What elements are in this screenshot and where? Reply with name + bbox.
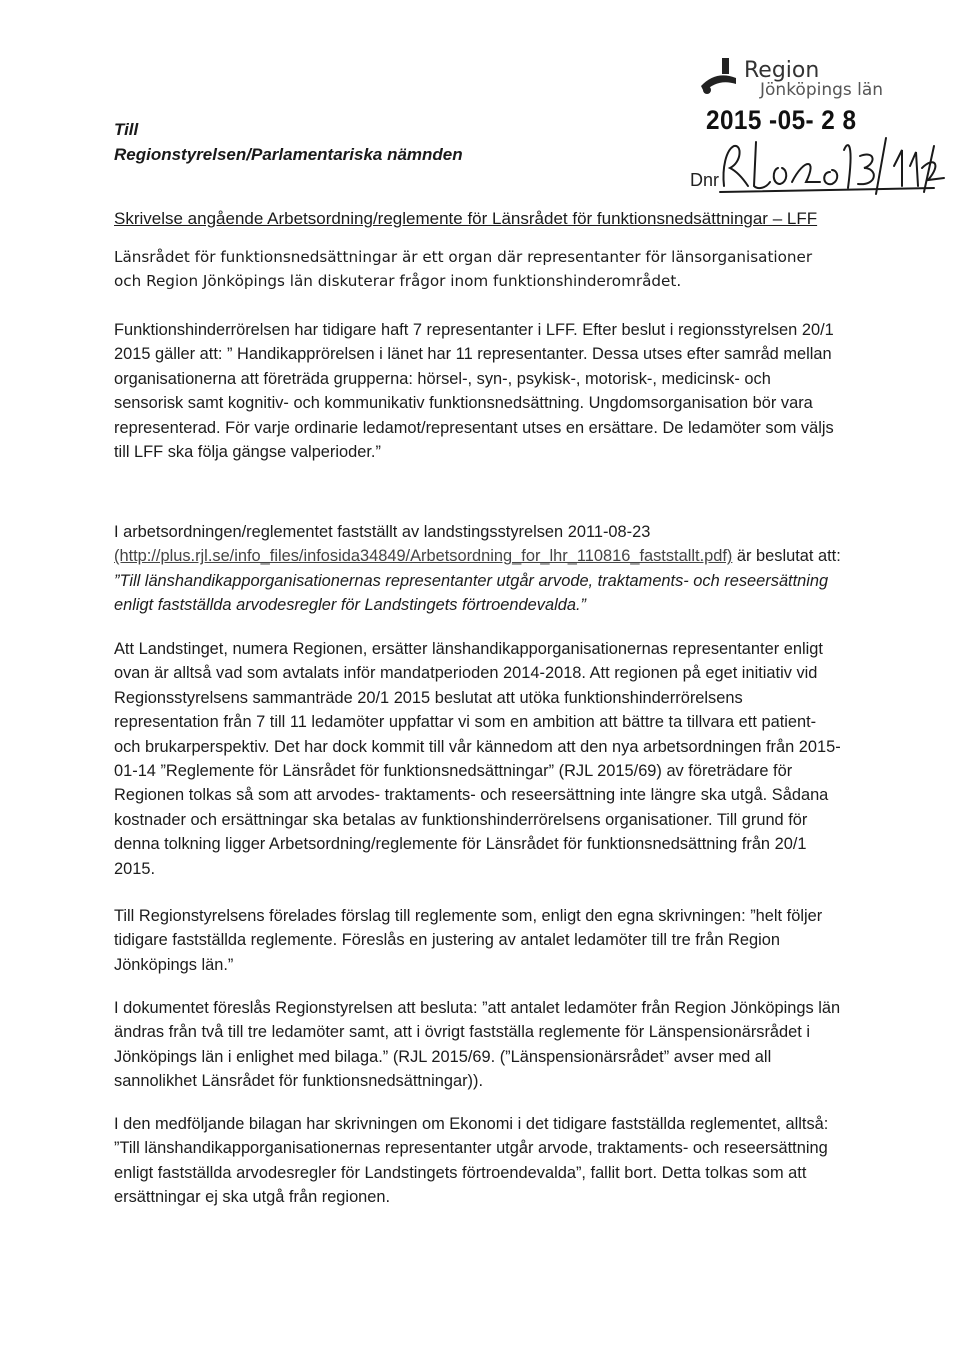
region-logo [698, 52, 888, 102]
paragraph-intro: Länsrådet för funktionsnedsättningar är ett organ där representanter för länsorganisationer och Region Jönköpings län diskuterar frågor inom funktionshinderområdet. [114, 248, 813, 291]
paragraph-proposal: Till Regionstyrelsens förelades förslag till reglemente som, enligt den egna skrivningen: ”helt följer tidigare fastställda reglemente. Föreslås en justering av antalet ledamöter till tre från Region Jönköpings län.” [114, 907, 823, 974]
regulation-quote: ”Till länshandikapporganisationernas representanter utgår arvode, traktaments- och reseersättning enligt fastställda arvodesregler för Landstingets förtroendevalda.” [114, 571, 829, 615]
dnr-label: Dnr [690, 170, 720, 190]
paragraph-document-proposal: I dokumentet föreslås Regionstyrelsen att besluta: ”att antalet ledamöter från Region Jönköpings län ändras från två till tre ledamöter samt, att i övrigt fastställa reglemente för Länspensionärsrådet i Jönköpings län i enlighet med bilaga.” (RJL 2015/69. (”Länspensionärsrådet” avser med all sannolikhet Länsrådet för funktionsnedsättningar)). [114, 999, 841, 1091]
logo-text-region: Region [744, 58, 820, 83]
regulation-decision: är beslutat att: [732, 547, 841, 566]
subject-line: Skrivelse angående Arbetsordning/reglemente för Länsrådet för funktionsnedsättningar – LFF [114, 209, 818, 228]
regulation-intro: I arbetsordningen/reglementet fastställt av landstingsstyrelsen 2011-08-23 [114, 523, 651, 541]
received-stamp-date: 2015 -05- 2 8 [706, 105, 857, 135]
regulation-link[interactable]: (http://plus.rjl.se/info_files/infosida34849/Arbetsordning_for_lhr_110816_faststallt.pdf) [114, 547, 733, 566]
handwritten-registration-number [708, 128, 948, 200]
paragraph-regulation [114, 520, 844, 618]
to-label: Till [114, 120, 139, 139]
paragraph-appendix: I den medföljande bilagan har skrivningen om Ekonomi i det tidigare fastställda reglementet, alltså: ”Till länshandikapporganisationernas representanter utgår arvode, traktaments- och reseersättning enligt fastställda arvodesregler för Landstingets förtroendevalda”, fallit bort. Detta tolkas som att ersättningar ej ska utgå från regionen. [114, 1115, 829, 1207]
region-jonkoping-logo-icon [698, 56, 740, 96]
paragraph-interpretation: Att Landstinget, numera Regionen, ersätter länshandikapporganisationernas representanter enligt ovan är alltså vad som avtalats inför mandatperioden 2014-2018. Att regionen på eget initiativ vid Regionsstyrelsens sammanträde 20/1 2015 beslutat att utöka funktionshinderrörelsens representation från 7 till 11 ledamöter uppfattar vi som en ambition att bättre ta tillvara ett patient- och brukarperspektiv. Det har dock kommit till vår kännedom att den nya arbetsordningen från 2015-01-14 ”Reglemente för Länsrådet för funktionsnedsättningar” (RJL 2015/69) av företrädare för Regionen tolkas så som att arvodes- traktaments- och reseersättning inte längre ska utgå. Sådana kostnader och ersättningar ska betalas av funktionshinderrörelsens organisationer. Till grund för denna tolkning ligger Arbetsordning/reglemente för Länsrådet för funktionsnedsättning från 20/1 2015. [114, 640, 841, 878]
paragraph-representation: Funktionshinderrörelsen har tidigare haft 7 representanter i LFF. Efter beslut i regionsstyrelsen 20/1 2015 gäller att: ” Handikapprörelsen i länet har 11 representanter. Dessa utses efter samråd mellan organisationerna att företräda grupperna: hörsel-, syn-, psykisk-, motorisk-, medicinsk- och sensorisk samt kognitiv- och kommunikativ funktionsnedsättning. Ungdomsorganisation bör vara representerad. För varje ordinarie ledamot/representant utses en ersättare. De ledamöter som väljs till LFF ska följa gängse valperioder.” [114, 321, 834, 462]
recipient: Regionstyrelsen/Parlamentariska nämnden [114, 145, 463, 164]
logo-text-county: Jönköpings län [760, 80, 884, 100]
